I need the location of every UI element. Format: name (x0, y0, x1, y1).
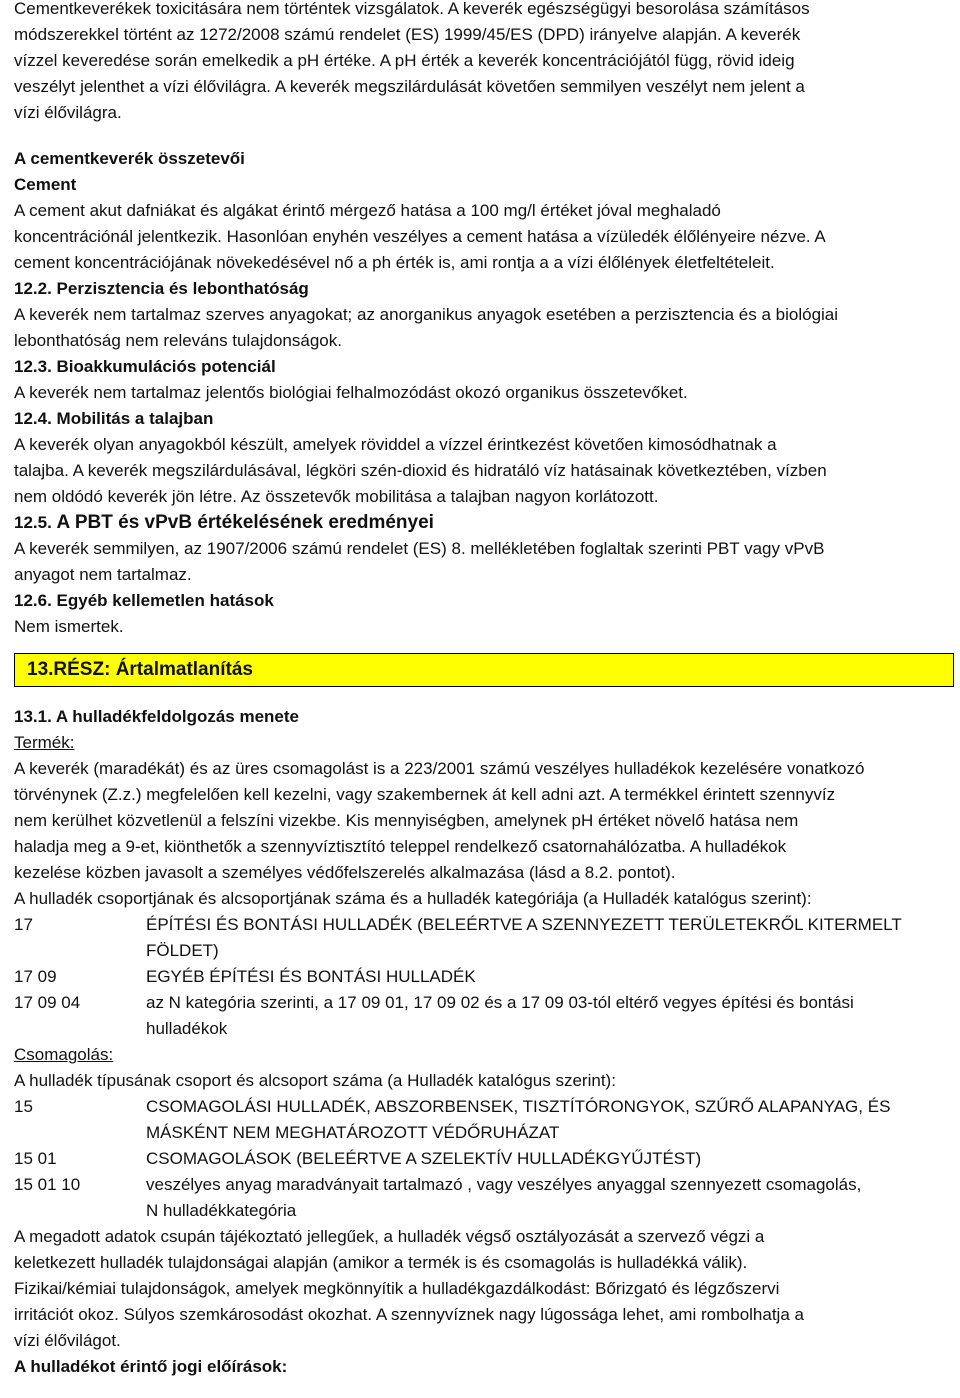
packaging-code: 15 (14, 1097, 33, 1116)
packaging-code: 15 01 (14, 1149, 57, 1168)
legal-heading: A hulladékot érintő jogi előírások: (14, 1357, 288, 1376)
text-line: ÉPÍTÉSI ÉS BONTÁSI HULLADÉK (BELEÉRTVE A SZENNYEZETT TERÜLETEKRŐL KITERMELT (146, 915, 902, 934)
section-heading (14, 510, 954, 536)
packaging-description (146, 1172, 954, 1224)
text-line: lebonthatóság nem releváns tulajdonságok. (14, 331, 342, 350)
packaging-label: Csomagolás: (14, 1045, 114, 1064)
text-line: N hulladékkategória (146, 1201, 297, 1220)
section-title: A PBT és vPvB értékelésének eredményei (56, 512, 434, 533)
text-line: CSOMAGOLÁSI HULLADÉK, ABSZORBENSEK, TISZTÍTÓRONGYOK, SZŰRŐ ALAPANYAG, ÉS (146, 1097, 891, 1116)
waste-code-row (14, 964, 954, 990)
text-line: keletkezett hulladék tulajdonságai alapján (amikor a termék is és csomagolás is hulladékká válik). (14, 1253, 748, 1272)
text-line: Fizikai/kémiai tulajdonságok, amelyek megkönnyítik a hulladékgazdálkodást: Bőrizgató és légzőszervi (14, 1279, 780, 1298)
section-heading: A cementkeverék összetevői (14, 149, 245, 168)
text-line: Nem ismertek. (14, 617, 124, 636)
text-line: EGYÉB ÉPÍTÉSI ÉS BONTÁSI HULLADÉK (146, 967, 476, 986)
waste-code: 17 09 (14, 967, 57, 986)
packaging-description (146, 1094, 954, 1146)
document-page (14, 0, 954, 1380)
text-line: A megadott adatok csupán tájékoztató jellegűek, a hulladék végső osztályozását a szervező végzi a (14, 1227, 765, 1246)
text-line: veszélyes anyag maradványait tartalmazó , vagy veszélyes anyaggal szennyezett csomagolás, (146, 1175, 862, 1194)
section-12-4 (14, 406, 954, 510)
section-heading: 12.4. Mobilitás a talajban (14, 409, 214, 428)
text-line: vízzel keveredése során emelkedik a pH értéke. A pH érték a keverék koncentrációjától függ, rövid ideig (14, 51, 795, 70)
text-line: módszerekkel történt az 1272/2008 számú rendelet (ES) 1999/45/ES (DPD) irányelve alapján. A keverék (14, 25, 801, 44)
text-line: koncentrációnál jelentkezik. Hasonlóan enyhén veszélyes a cement hatása a vízüledék élőlényeire nézve. A (14, 227, 826, 246)
waste-code: 17 (14, 915, 33, 934)
section-12-6 (14, 588, 954, 640)
text-line: A keverék (maradékát) és az üres csomagolást is a 223/2001 számú veszélyes hulladékok kezelésére vonatkozó (14, 759, 865, 778)
section-12-3 (14, 354, 954, 406)
packaging-code: 15 01 10 (14, 1175, 81, 1194)
text-line: FÖLDET) (146, 941, 219, 960)
section-heading: 12.3. Bioakkumulációs potenciál (14, 357, 276, 376)
waste-intro: A hulladék csoportjának és alcsoportjának száma és a hulladék kategóriája (a Hulladék katalógus szerint): (14, 889, 812, 908)
text-line: hulladékok (146, 1019, 228, 1038)
waste-description (146, 990, 954, 1042)
waste-code: 17 09 04 (14, 993, 81, 1012)
text-line: A keverék olyan anyagokból készült, amelyek röviddel a vízzel érintkezést követően kimosódhatnak a (14, 435, 777, 454)
text-line: cement koncentrációjának növekedésével nő a ph érték is, ami rontja a a vízi élőlények életfeltételeit. (14, 253, 775, 272)
text-line: vízi élővilágra. (14, 103, 122, 122)
section-13-banner: 13.RÉSZ: Ártalmatlanítás (14, 653, 954, 687)
text-line: A keverék semmilyen, az 1907/2006 számú rendelet (ES) 8. mellékletében foglaltak szerinti PBT vagy vPvB (14, 539, 825, 558)
text-line: vízi élővilágot. (14, 1331, 121, 1350)
waste-code-row (14, 912, 954, 964)
packaging-description (146, 1146, 954, 1172)
text-line: törvénynek (Z.z.) megfelelően kell kezelni, vagy szakembernek át kell adni azt. A termékkel érintett szennyvíz (14, 785, 836, 804)
section-12-2 (14, 276, 954, 354)
section-13-1 (14, 704, 954, 1380)
text-line: Cementkeverékek toxicitására nem történtek vizsgálatok. A keverék egészségügyi besorolása számításos (14, 0, 810, 18)
subsection-heading: Cement (14, 175, 77, 194)
text-line: anyagot nem tartalmaz. (14, 565, 192, 584)
section-12-5 (14, 510, 954, 588)
text-line: kezelése közben javasolt a személyes védőfelszerelés alkalmazása (lásd a 8.2. pontot). (14, 863, 676, 882)
section-heading: 12.2. Perzisztencia és lebonthatóság (14, 279, 309, 298)
text-line: haladja meg a 9-et, kiönthetők a szennyvíztisztító teleppel rendelkező csatornahálózatba. A hulladékok (14, 837, 787, 856)
section-heading: 13.1. A hulladékfeldolgozás menete (14, 707, 299, 726)
text-line: irritációt okoz. Súlyos szemkárosodást okozhat. A szennyvíznek nagy lúgossága lehet, ami rombolhatja a (14, 1305, 804, 1324)
text-line: A keverék nem tartalmaz szerves anyagokat; az anorganikus anyagok esetében a perzisztencia és a biológiai (14, 305, 839, 324)
intro-paragraph (14, 0, 954, 126)
text-line: A keverék nem tartalmaz jelentős biológiai felhalmozódást okozó organikus összetevőket. (14, 383, 688, 402)
text-line: MÁSKÉNT NEM MEGHATÁROZOTT VÉDŐRUHÁZAT (146, 1123, 560, 1142)
section-number: 12.5. (14, 513, 57, 532)
packaging-code-row (14, 1094, 954, 1146)
text-line: nem oldódó keverék jön létre. Az összetevők mobilitása a talajban nagyon korlátozott. (14, 487, 659, 506)
section-heading: 12.6. Egyéb kellemetlen hatások (14, 591, 274, 610)
text-line: CSOMAGOLÁSOK (BELEÉRTVE A SZELEKTÍV HULLADÉKGYŰJTÉST) (146, 1149, 702, 1168)
packaging-intro: A hulladék típusának csoport és alcsoport száma (a Hulladék katalógus szerint): (14, 1071, 616, 1090)
text-line: talajba. A keverék megszilárdulásával, légköri szén-dioxid és hidratáló víz hatásainak következtében, vízben (14, 461, 827, 480)
components-section (14, 146, 954, 276)
waste-code-row (14, 990, 954, 1042)
waste-description (146, 964, 954, 990)
text-line: veszélyt jelenthet a vízi élővilágra. A keverék megszilárdulását követően semmilyen veszélyt nem jelent a (14, 77, 805, 96)
product-label: Termék: (14, 733, 75, 752)
packaging-code-row (14, 1146, 954, 1172)
packaging-code-row (14, 1172, 954, 1224)
waste-description (146, 912, 954, 964)
text-line: A cement akut dafniákat és algákat érintő mérgező hatása a 100 mg/l értéket jóval meghaladó (14, 201, 721, 220)
text-line: nem kerülhet közvetlenül a felszíni vizekbe. Kis mennyiségben, amelynek pH értéket növelő hatása nem (14, 811, 799, 830)
text-line: az N kategória szerinti, a 17 09 01, 17 09 02 és a 17 09 03-tól eltérő vegyes építési és bontási (146, 993, 854, 1012)
